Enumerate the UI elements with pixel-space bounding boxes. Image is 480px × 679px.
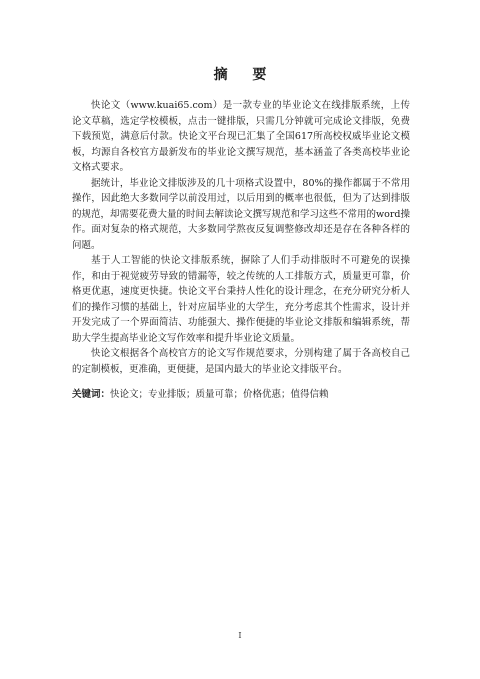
keywords-line xyxy=(72,387,410,403)
keywords-label: 关键词： xyxy=(72,389,111,400)
page-number: I xyxy=(238,631,242,640)
abstract-paragraph-4: 快论文根据各个高校官方的论文写作规范要求，分别构建了属于各高校自己的定制模板，更准确，更便捷，是国内最大的毕业论文排版平台。 xyxy=(72,348,410,375)
abstract-paragraph-3: 基于人工智能的快论文排版系统，摒除了人们手动排版时不可避免的误操作，和由于视觉疲劳导致的错漏等，较之传统的人工排版方式，质量更可靠，价格更优惠，速度更快捷。快论文平台秉持人性化的设计理念，在充分研究分析人们的操作习惯的基础上，针对应届毕业的大学生，充分考虑其个性需求，设计并开发完成了一个界面简洁、功能强大、操作便捷的毕业论文排版和编辑系统，帮助大学生提高毕业论文写作效率和提升毕业论文质量。 xyxy=(72,255,410,344)
page-title: 摘 要 xyxy=(213,67,277,83)
abstract-paragraph-2: 据统计，毕业论文排版涉及的几十项格式设置中，80%的操作都属于不常用操作，因此绝大多数同学以前没用过，以后用到的概率也很低，但为了达到排版的规范，却需要花费大量的时间去解读论文撰写规范和学习这些不常用的word操作。面对复杂的格式规范，大多数同学熬夜反复调整修改却还是存在各种各样的问题。 xyxy=(72,177,410,251)
abstract-paragraph-1: 快论文（www.kuai65.com）是一款专业的毕业论文在线排版系统，上传论文草稿，选定学校模板，点击一键排版，只需几分钟就可完成论文排版，免费下载预览，满意后付款。快论文平台现已汇集了全国617所高校权威毕业论文模板，均源自各校官方最新发布的毕业论文撰写规范，基本涵盖了各类高校毕业论文格式要求。 xyxy=(72,100,410,173)
keywords-text: 快论文；专业排版；质量可靠；价格优惠；值得信赖 xyxy=(110,389,329,400)
abstract-body xyxy=(72,98,410,403)
